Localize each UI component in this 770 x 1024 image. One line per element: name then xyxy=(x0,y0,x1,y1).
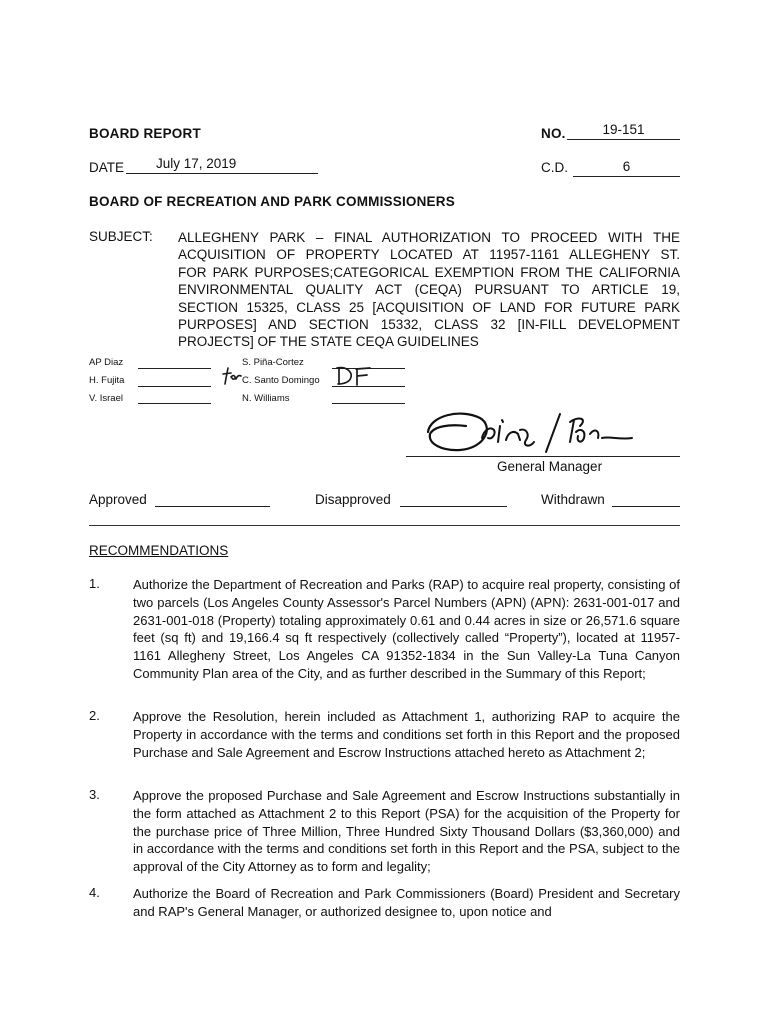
council-district-value: 6 xyxy=(573,157,680,177)
recommendation-text: Authorize the Department of Recreation and Parks (RAP) to acquire real property, consisting of two parcels (Los Angeles County Assessor's Parcel Numbers (APN) (APN): 2631-001-017 and 2631-001-018 (Property) totaling approximately 0.61 and 0.44 acres in size or 26,571.6 square feet (sq ft) and 19,166.4 sq ft respectively (collectively called “Property”), located at 11957-1161 Allegheny Street, Los Angeles CA 91352-1834 in the Sun Valley-La Tuna Canyon Community Plan area of the City, and as further described in the Summary of this Report; xyxy=(133,577,680,681)
subject-line: PROJECTS] OF THE STATE CEQA GUIDELINES xyxy=(178,334,479,350)
date-label: DATE xyxy=(89,160,125,175)
handwritten-initials-df xyxy=(336,365,374,387)
recommendation-number: 3. xyxy=(89,787,100,802)
recommendations-heading: RECOMMENDATIONS xyxy=(89,543,229,558)
disapproved-line xyxy=(400,506,507,507)
council-district-label: C.D. xyxy=(541,160,568,175)
commissioner-name: AP Diaz xyxy=(89,357,124,368)
signature-line xyxy=(406,456,680,457)
recommendation-text: Approve the proposed Purchase and Sale Agreement and Escrow Instructions substantially in the form attached as Attachment 2 to this Report (PSA) for the acquisition of the Property for the purchase price of Three Million, Three Hundred Sixty Thousand Dollars ($3,360,000) and in accordance with the terms and conditions set forth in this Report and the PSA, subject to the approval of the City Attorney as to form and legality; xyxy=(133,788,680,875)
withdrawn-line xyxy=(612,506,680,507)
general-manager-signature xyxy=(420,404,650,456)
commissioner-name: H. Fujita xyxy=(89,375,125,386)
initial-line xyxy=(138,403,211,404)
commissioner-name: S. Piña-Cortez xyxy=(242,357,304,368)
recommendation-text: Authorize the Board of Recreation and Park Commissioners (Board) President and Secretary and RAP's General Manager, or authorized designee to, upon notice and xyxy=(133,886,680,919)
report-title: BOARD REPORT xyxy=(89,126,201,141)
subject-line: ACQUISITION OF PROPERTY LOCATED AT 11957-1161 ALLEGHENY ST. xyxy=(178,247,680,263)
date-value xyxy=(126,154,318,174)
report-number-value: 19-151 xyxy=(567,120,680,140)
subject-line: SECTION 15325, CLASS 25 [ACQUISITION OF LAND FOR FUTURE PARK xyxy=(178,299,680,315)
approved-line xyxy=(155,506,270,507)
subject-line: ENVIRONMENTAL QUALITY ACT (CEQA) PURSUANT TO ARTICLE 19, xyxy=(178,282,680,298)
board-name: BOARD OF RECREATION AND PARK COMMISSIONERS xyxy=(89,194,455,209)
handwritten-for-mark xyxy=(222,366,244,386)
disapproved-label: Disapproved xyxy=(315,492,391,507)
subject-line: ALLEGHENY PARK – FINAL AUTHORIZATION TO PROCEED WITH THE xyxy=(178,230,680,245)
commissioner-name: V. Israel xyxy=(89,393,123,404)
subject-text xyxy=(178,229,680,351)
section-divider xyxy=(89,525,680,526)
initial-line xyxy=(138,368,211,369)
subject-line: FOR PARK PURPOSES;CATEGORICAL EXEMPTION FROM THE CALIFORNIA xyxy=(178,264,680,280)
withdrawn-label: Withdrawn xyxy=(541,492,605,507)
commissioner-name: N. Williams xyxy=(242,393,290,404)
approved-label: Approved xyxy=(89,492,147,507)
general-manager-title: General Manager xyxy=(497,459,603,474)
date-text: July 17, 2019 xyxy=(156,156,237,171)
subject-line: PURPOSES] AND SECTION 15332, CLASS 32 [IN-FILL DEVELOPMENT xyxy=(178,317,680,333)
report-number-label: NO. xyxy=(541,126,566,141)
subject-label: SUBJECT: xyxy=(89,229,153,244)
recommendation-number: 2. xyxy=(89,708,100,723)
initial-line xyxy=(332,403,405,404)
recommendation-number: 1. xyxy=(89,576,100,591)
initial-line xyxy=(138,386,211,387)
recommendation-number: 4. xyxy=(89,885,100,900)
recommendation-text: Approve the Resolution, herein included as Attachment 1, authorizing RAP to acquire the Property in accordance with the terms and conditions set forth in this Report and the proposed Purchase and Sale Agreement and Escrow Instructions attached hereto as Attachment 2; xyxy=(133,709,680,760)
commissioner-name: C. Santo Domingo xyxy=(242,375,320,386)
